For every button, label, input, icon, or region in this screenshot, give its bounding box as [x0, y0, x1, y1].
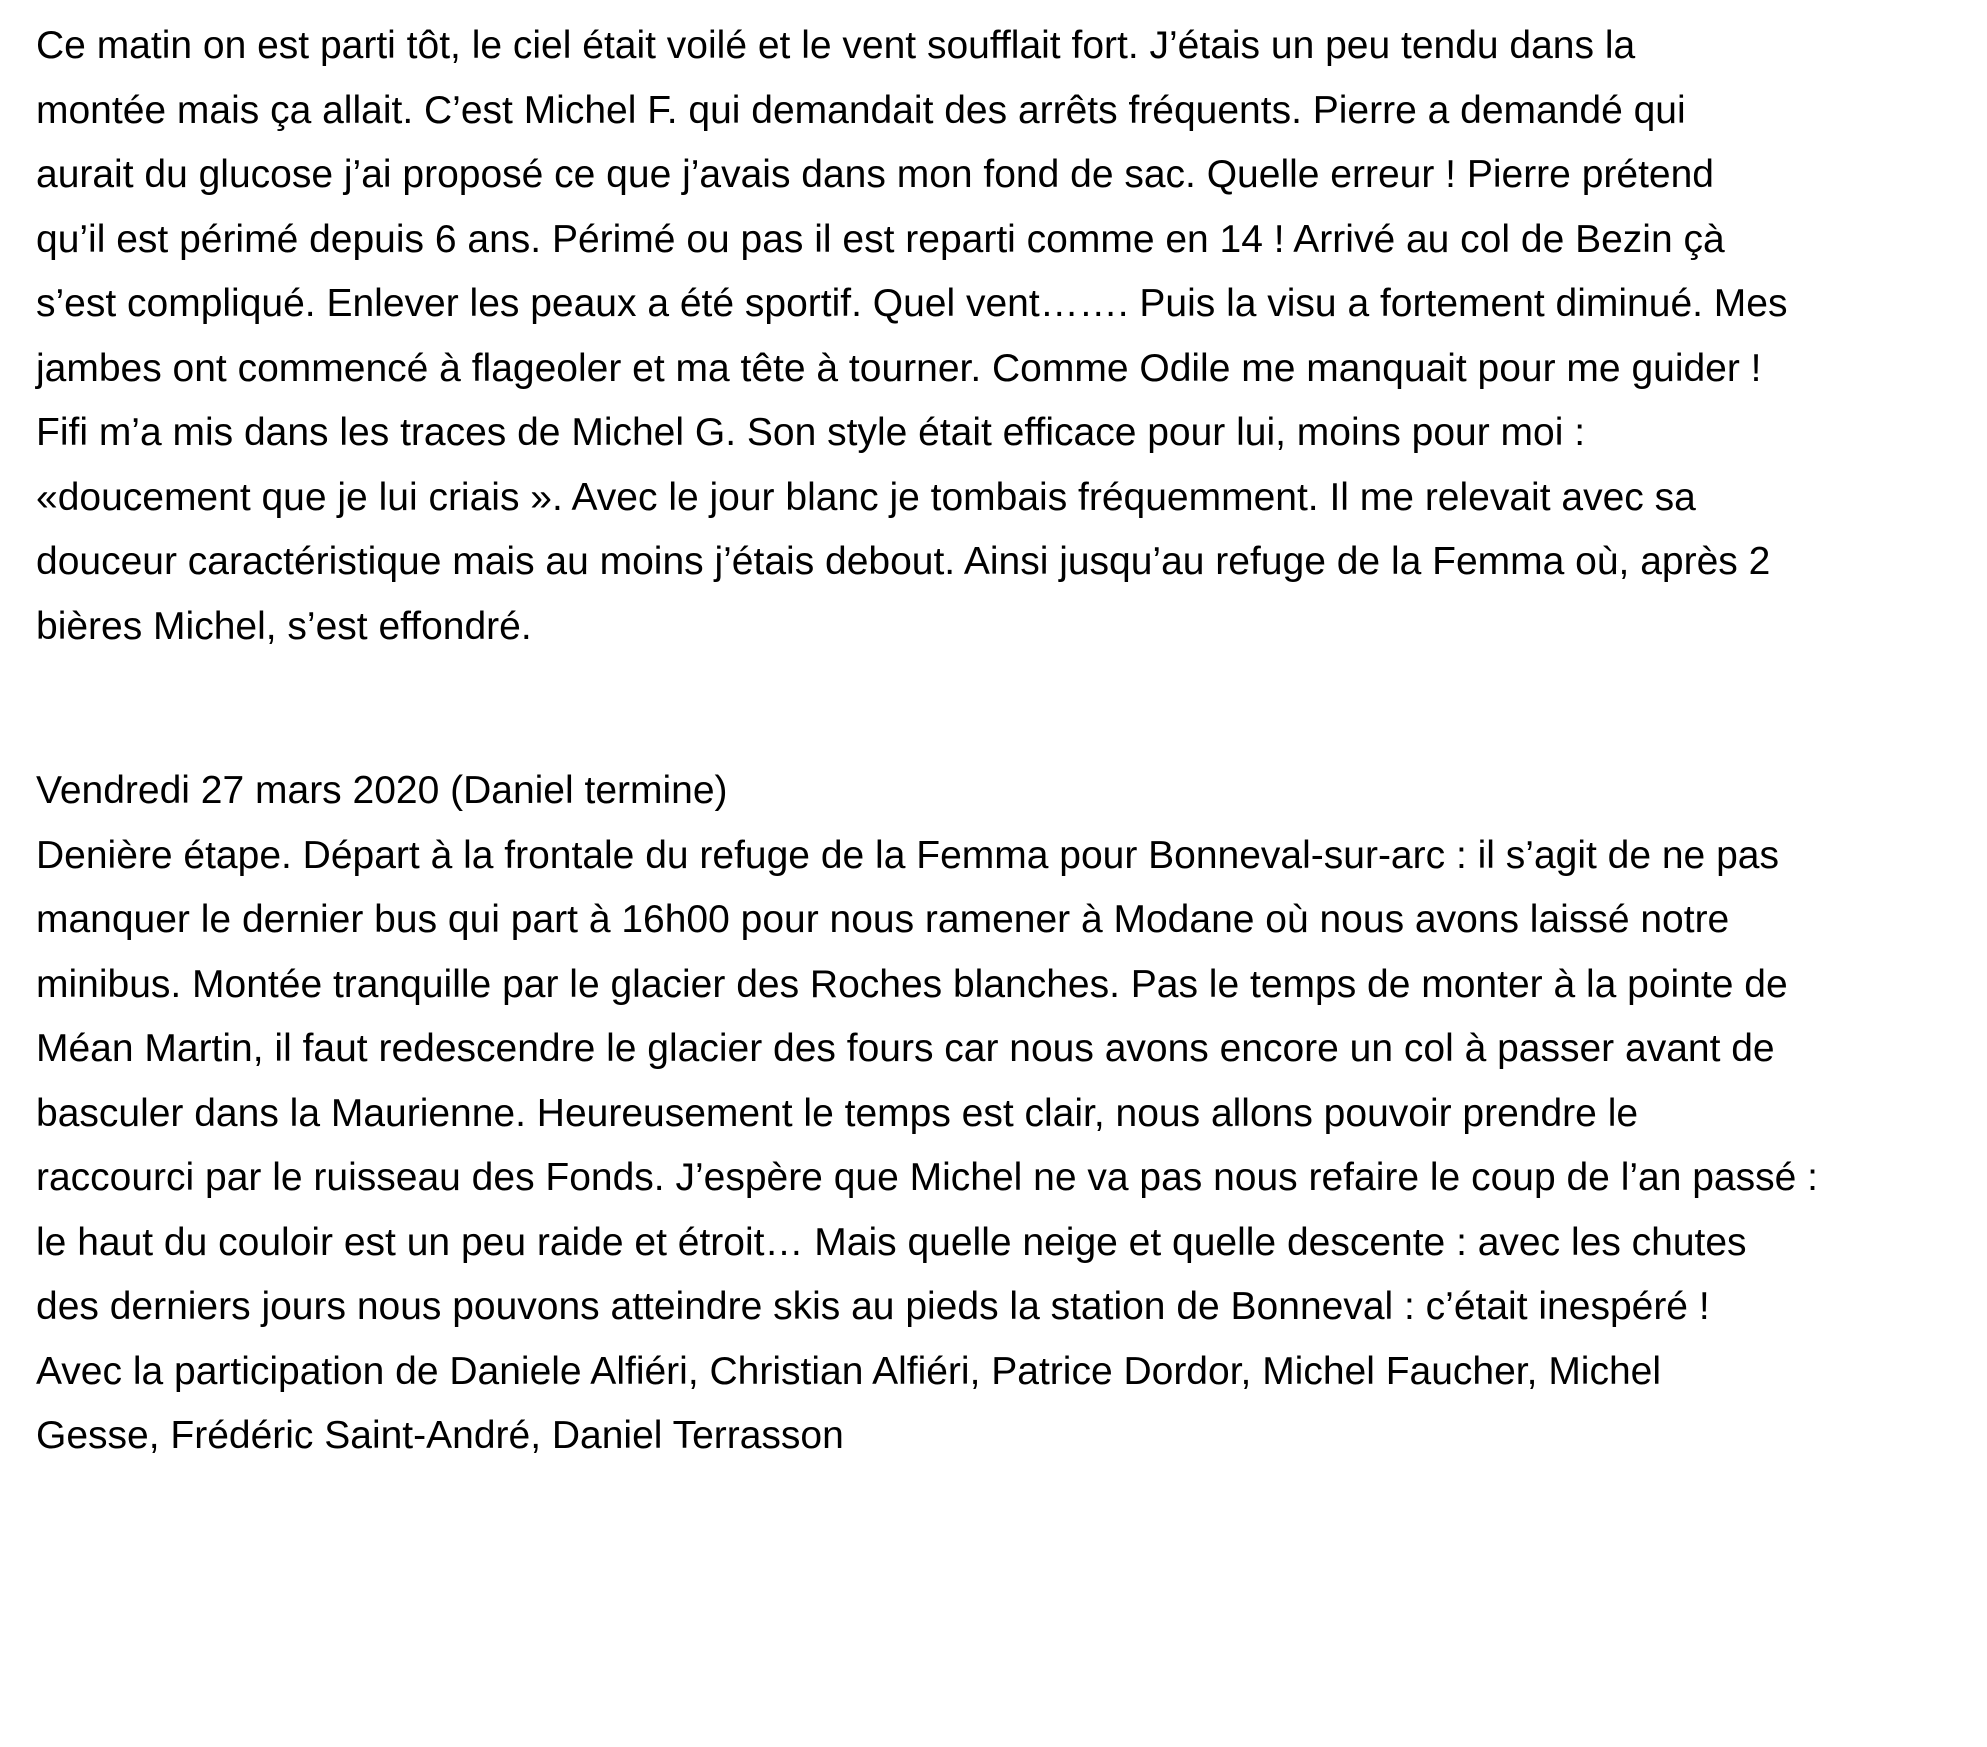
text-line: Avec la participation de Daniele Alfiéri, Christian Alfiéri, Patrice Dordor, Michel Faucher, Michel — [36, 1349, 1662, 1393]
text-line: Gesse, Frédéric Saint-André, Daniel Terrasson — [36, 1414, 844, 1457]
paragraph-ascent — [36, 14, 1956, 401]
section-heading — [36, 759, 1956, 824]
text-line: qu’il est périmé depuis 6 ans. Périmé ou pas il est reparti comme en 14 ! Arrivé au col de Bezin çà — [36, 217, 1725, 261]
text-line: douceur caractéristique mais au moins j’étais debout. Ainsi jusqu’au refuge de la Femma où, après 2 — [36, 540, 1771, 583]
paragraph-participants — [36, 1340, 1956, 1469]
text-line: «doucement que je lui criais ». Avec le jour blanc je tombais fréquemment. Il me relevait avec sa — [36, 475, 1696, 519]
heading-text: Vendredi 27 mars 2020 (Daniel termine) — [36, 769, 728, 812]
paragraph-final-stage — [36, 824, 1956, 1340]
text-line: manquer le dernier bus qui part à 16h00 pour nous ramener à Modane où nous avons laissé notre — [36, 898, 1730, 941]
text-line: minibus. Montée tranquille par le glacier des Roches blanches. Pas le temps de monter à la pointe de — [36, 962, 1788, 1006]
text-line: bières Michel, s’est effondré. — [36, 604, 532, 648]
text-line: le haut du couloir est un peu raide et étroit… Mais quelle neige et quelle descente : avec les chutes — [36, 1220, 1747, 1264]
text-line: Denière étape. Départ à la frontale du refuge de la Femma pour Bonneval-sur-arc : il s’agit de ne pas — [36, 833, 1779, 877]
paragraph-whiteout — [36, 401, 1956, 659]
text-line: montée mais ça allait. C’est Michel F. qui demandait des arrêts fréquents. Pierre a demandé qui — [36, 88, 1686, 132]
text-line: raccourci par le ruisseau des Fonds. J’espère que Michel ne va pas nous refaire le coup de l’an passé : — [36, 1156, 1818, 1199]
text-line: des derniers jours nous pouvons atteindre skis au pieds la station de Bonneval : c’était inespéré ! — [36, 1285, 1710, 1328]
text-line: s’est compliqué. Enlever les peaux a été sportif. Quel vent……. Puis la visu a fortement diminué. Mes — [36, 282, 1788, 325]
text-line: jambes ont commencé à flageoler et ma tête à tourner. Comme Odile me manquait pour me guider ! — [36, 346, 1762, 390]
text-line: aurait du glucose j’ai proposé ce que j’avais dans mon fond de sac. Quelle erreur ! Pierre prétend — [36, 153, 1714, 196]
text-line: Fifi m’a mis dans les traces de Michel G. Son style était efficace pour lui, moins pour moi : — [36, 411, 1586, 454]
text-line: basculer dans la Maurienne. Heureusement le temps est clair, nous allons pouvoir prendre le — [36, 1091, 1639, 1135]
blank-space — [36, 659, 1956, 759]
text-line: Ce matin on est parti tôt, le ciel était voilé et le vent soufflait fort. J’étais un peu tendu dans la — [36, 24, 1636, 67]
document-page — [36, 14, 1956, 1469]
text-line: Méan Martin, il faut redescendre le glacier des fours car nous avons encore un col à passer avant de — [36, 1027, 1775, 1070]
